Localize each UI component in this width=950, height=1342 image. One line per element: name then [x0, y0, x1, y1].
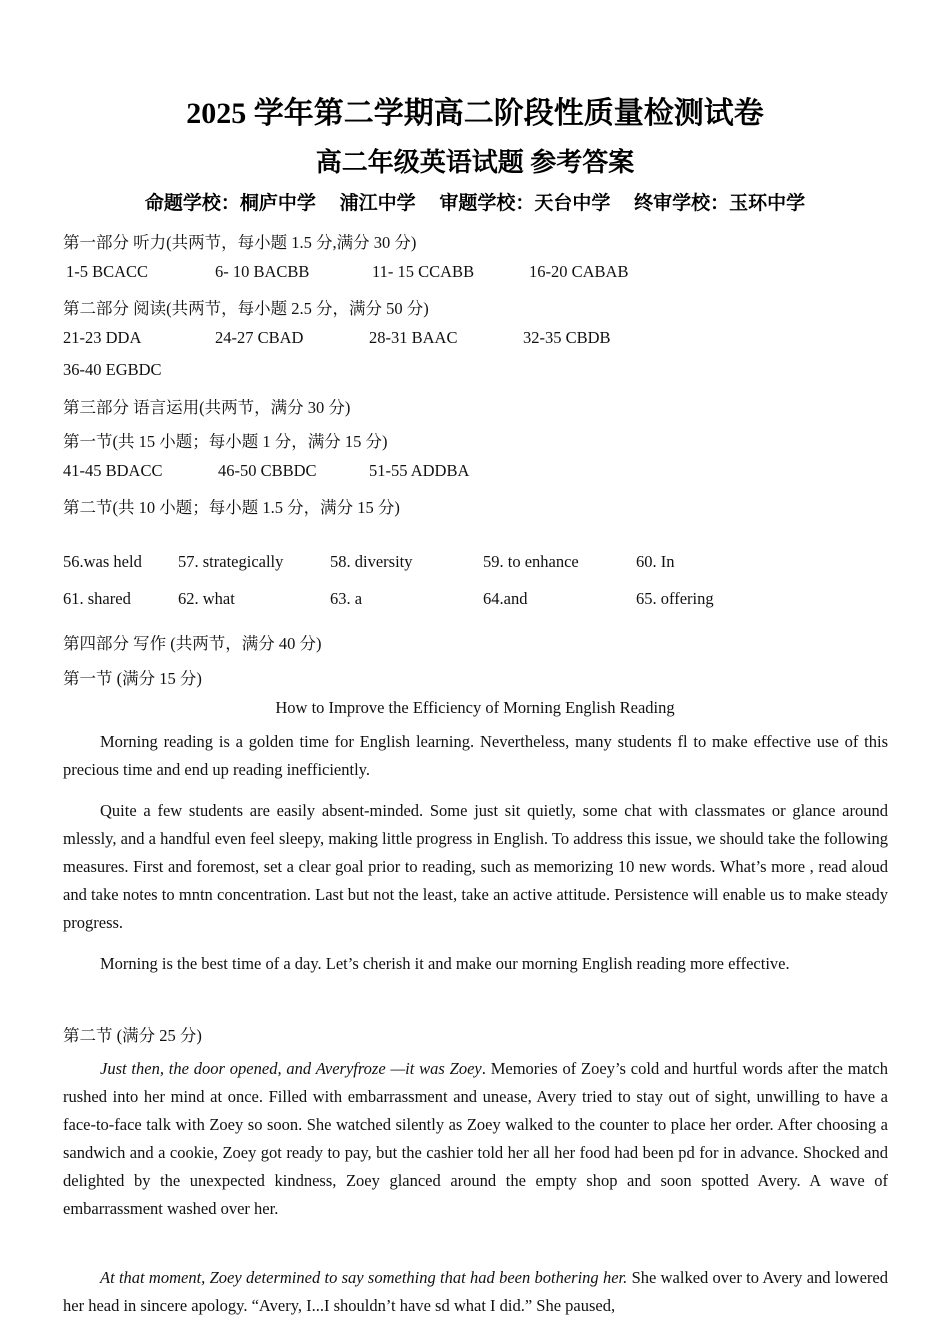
part1-heading: 第一部分 听力(共两节，每小题 1.5 分,满分 30 分)	[63, 233, 417, 252]
story-lead-sentence: At that moment, Zoey determined to say something that had been bothering her.	[100, 1268, 628, 1287]
part1-answer: 1-5 BCACC	[66, 262, 149, 281]
part1-answer: 16-20 CABAB	[529, 262, 629, 281]
part3-section2-answer: 62. what	[178, 589, 235, 608]
part3-section2-answer: 59. to enhance	[483, 552, 579, 571]
part3-section2-answer: 58. diversity	[330, 552, 413, 571]
part2-answer: 21-23 DDA	[63, 328, 142, 347]
part1-answer: 11- 15 CCABB	[372, 262, 475, 281]
part4-section1-heading: 第一节 (满分 15 分)	[63, 669, 202, 688]
essay-paragraph: Morning is the best time of a day. Let’s cherish it and make our morning English reading more effective.	[100, 954, 790, 973]
essay-paragraph: Quite a few students are easily absent-minded. Some just sit quietly, some chat with classmates or glance around mlessly, and a handful even feel sleepy, making little progress in English. To address this issue, we should take the following measures. First and foremost, set a clear goal prior to reading, such as memorizing 10 new words. What’s more , read aloud and take notes to mntn concentration. Last but not the least, take an active attitude. Persistence will enable us to make steady progress.	[63, 801, 888, 932]
story-body: She walked over to Avery and lowered her head in sincere apology. “Avery, I...I shouldn’t have sd what I did.” She paused,	[63, 1268, 888, 1315]
exam-subtitle: 高二年级英语试题 参考答案	[315, 148, 635, 177]
part2-answer: 24-27 CBAD	[215, 328, 304, 347]
part3-section1-heading: 第一节(共 15 小题；每小题 1 分，满分 15 分)	[63, 432, 388, 451]
essay-paragraph: Morning reading is a golden time for English learning. Nevertheless, many students fl to make effective use of this precious time and end up reading inefficiently.	[63, 732, 888, 779]
part3-section1-answer: 41-45 BDACC	[63, 461, 163, 480]
part3-section1-answer: 46-50 CBBDC	[218, 461, 317, 480]
part3-section2-answer: 57. strategically	[178, 552, 284, 571]
part3-section2-answer: 61. shared	[63, 589, 131, 608]
part3-heading: 第三部分 语言运用(共两节，满分 30 分)	[63, 398, 351, 417]
part4-section2-heading: 第二节 (满分 25 分)	[63, 1026, 202, 1045]
story-lead-sentence: Just then, the door opened, and Averyfroze —it was Zoey	[100, 1059, 482, 1078]
part3-section2-answer: 63. a	[330, 589, 363, 608]
part3-section2-answer: 65. offering	[636, 589, 714, 608]
part2-heading: 第二部分 阅读(共两节，每小题 2.5 分，满分 50 分)	[63, 299, 429, 318]
story-body: . Memories of Zoey’s cold and hurtful words after the match rushed into her mind at once. Filled with embarrassment and unease, Avery tried to stay out of sight, unwilling to have a face-to-face talk with Zoey so soon. She watched silently as Zoey walked to the counter to place her order. After choosing a sandwich and a cookie, Zoey got ready to pay, but the cashier told her all her food had been pd for in advance. Shocked and delighted by the unexpected kindness, Zoey glanced around the empty shop and soon spotted Avery. A wave of embarrassment washed over her.	[63, 1059, 889, 1218]
part2-answer: 32-35 CBDB	[523, 328, 611, 347]
story-paragraph	[63, 1264, 888, 1320]
schools-line: 命题学校：桐庐中学 浦江中学 审题学校：天台中学 终审学校：玉环中学	[144, 193, 806, 214]
part3-section2-answer: 56.was held	[63, 552, 142, 571]
part3-section2-answer: 64.and	[483, 589, 528, 608]
part3-section2-answer: 60. In	[636, 552, 675, 571]
part2-answer: 36-40 EGBDC	[63, 360, 162, 379]
exam-title: 2025 学年第二学期高二阶段性质量检测试卷	[186, 97, 764, 130]
part2-answer: 28-31 BAAC	[369, 328, 458, 347]
part3-section2-heading: 第二节(共 10 小题；每小题 1.5 分，满分 15 分)	[63, 498, 400, 517]
essay-title: How to Improve the Efficiency of Morning English Reading	[275, 698, 675, 717]
part3-section1-answer: 51-55 ADDBA	[369, 461, 470, 480]
part4-heading: 第四部分 写作 (共两节，满分 40 分)	[63, 634, 322, 653]
part1-answer: 6- 10 BACBB	[215, 262, 310, 281]
story-paragraph	[63, 1055, 888, 1223]
